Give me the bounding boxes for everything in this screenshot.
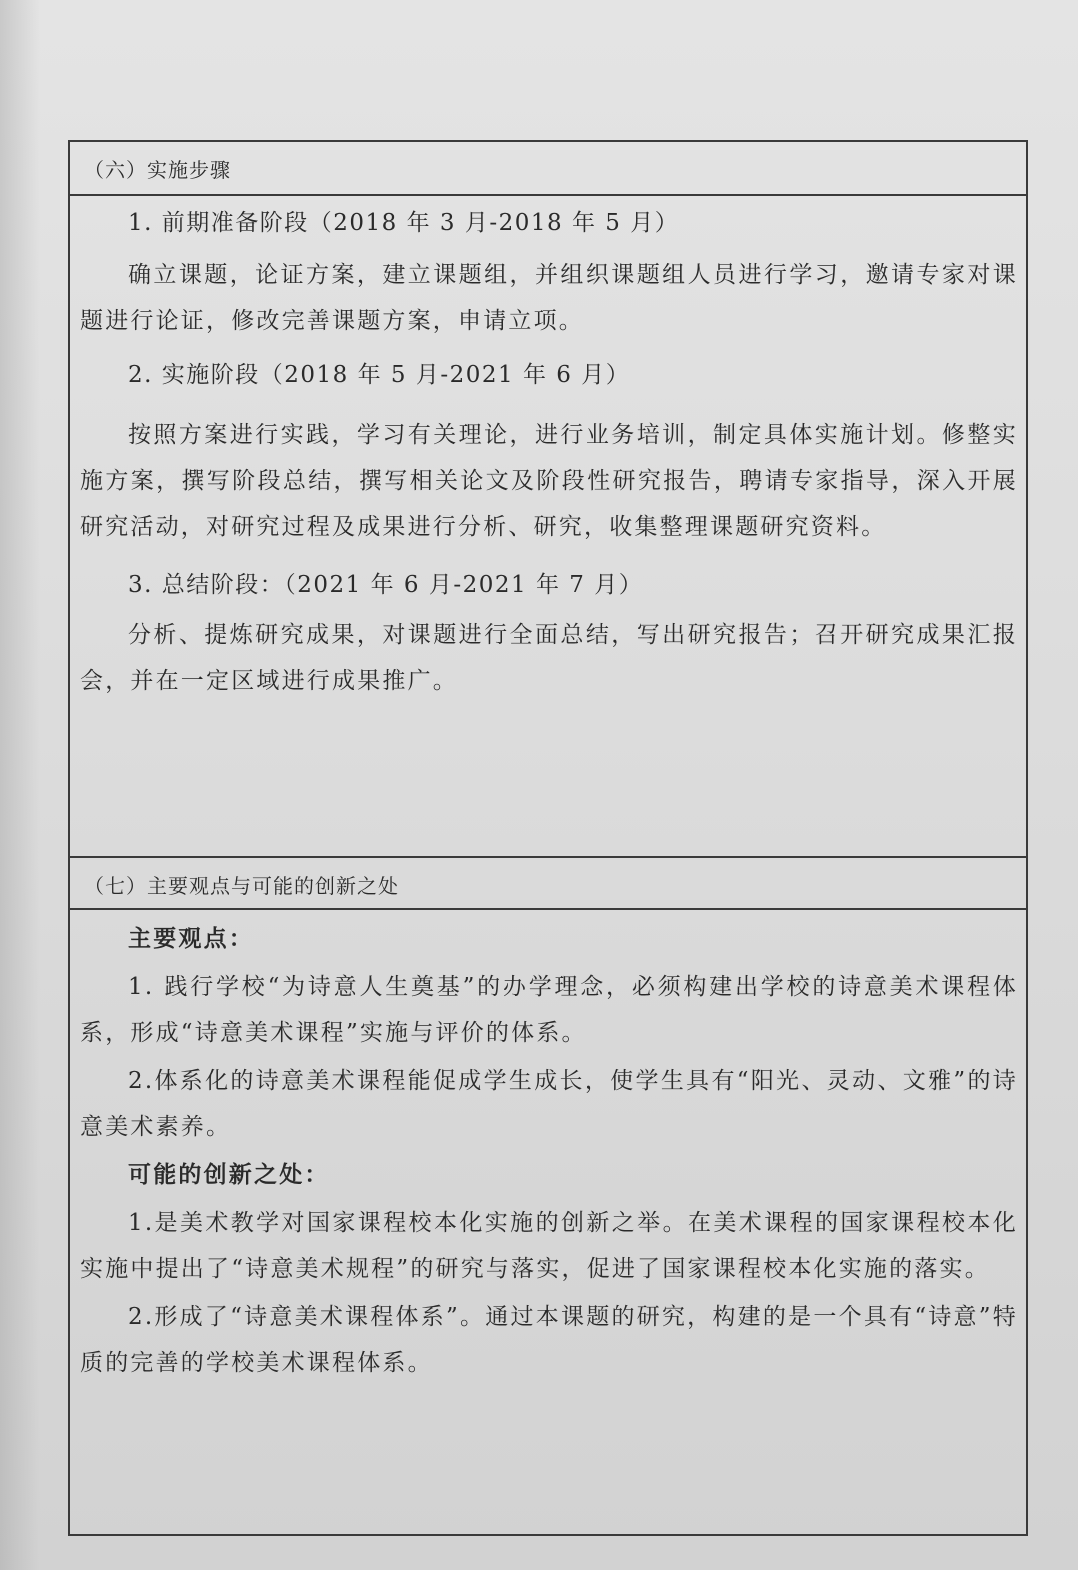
innovation-2: 2.形成了“诗意美术课程体系”。通过本课题的研究，构建的是一个具有“诗意”特质的完善的学校美术课程体系。 (80, 1304, 1018, 1376)
viewpoint-2: 2.体系化的诗意美术课程能促成学生成长，使学生具有“阳光、灵动、文雅”的诗意美术素养。 (80, 1068, 1018, 1140)
viewpoints-heading: 主要观点： (128, 925, 254, 952)
viewpoint-1: 1. 践行学校“为诗意人生奠基”的办学理念，必须构建出学校的诗意美术课程体系，形成“诗意美术课程”实施与评价的体系。 (80, 974, 1018, 1046)
section-title: （六）实施步骤 (84, 158, 231, 182)
step1-title: 1. 前期准备阶段（2018 年 3 月-2018 年 5 月） (128, 210, 680, 236)
step3-title: 3. 总结阶段：（2021 年 6 月-2021 年 7 月） (128, 572, 644, 598)
step2-title: 2. 实施阶段（2018 年 5 月-2021 年 6 月） (128, 362, 631, 388)
step3-text: 分析、提炼研究成果，对课题进行全面总结，写出研究报告；召开研究成果汇报会，并在一定区域进行成果推广。 (80, 622, 1018, 694)
section-title: （七）主要观点与可能的创新之处 (84, 874, 399, 898)
innovation-heading: 可能的创新之处： (128, 1161, 330, 1188)
innovation-1: 1.是美术教学对国家课程校本化实施的创新之举。在美术课程的国家课程校本化实施中提出了“诗意美术规程”的研究与落实，促进了国家课程校本化实施的落实。 (80, 1210, 1018, 1282)
step1-text: 确立课题，论证方案，建立课题组，并组织课题组人员进行学习，邀请专家对课题进行论证，修改完善课题方案，申请立项。 (80, 262, 1018, 334)
form-table (68, 140, 1028, 1536)
page-shadow (0, 0, 40, 1570)
section-header-implementation-steps (70, 142, 1026, 196)
step2-text: 按照方案进行实践，学习有关理论，进行业务培训，制定具体实施计划。修整实施方案，撰写阶段总结，撰写相关论文及阶段性研究报告，聘请专家指导，深入开展研究活动，对研究过程及成果进行分析、研究，收集整理课题研究资料。 (80, 422, 1018, 540)
section-header-viewpoints-innovation (70, 856, 1026, 910)
